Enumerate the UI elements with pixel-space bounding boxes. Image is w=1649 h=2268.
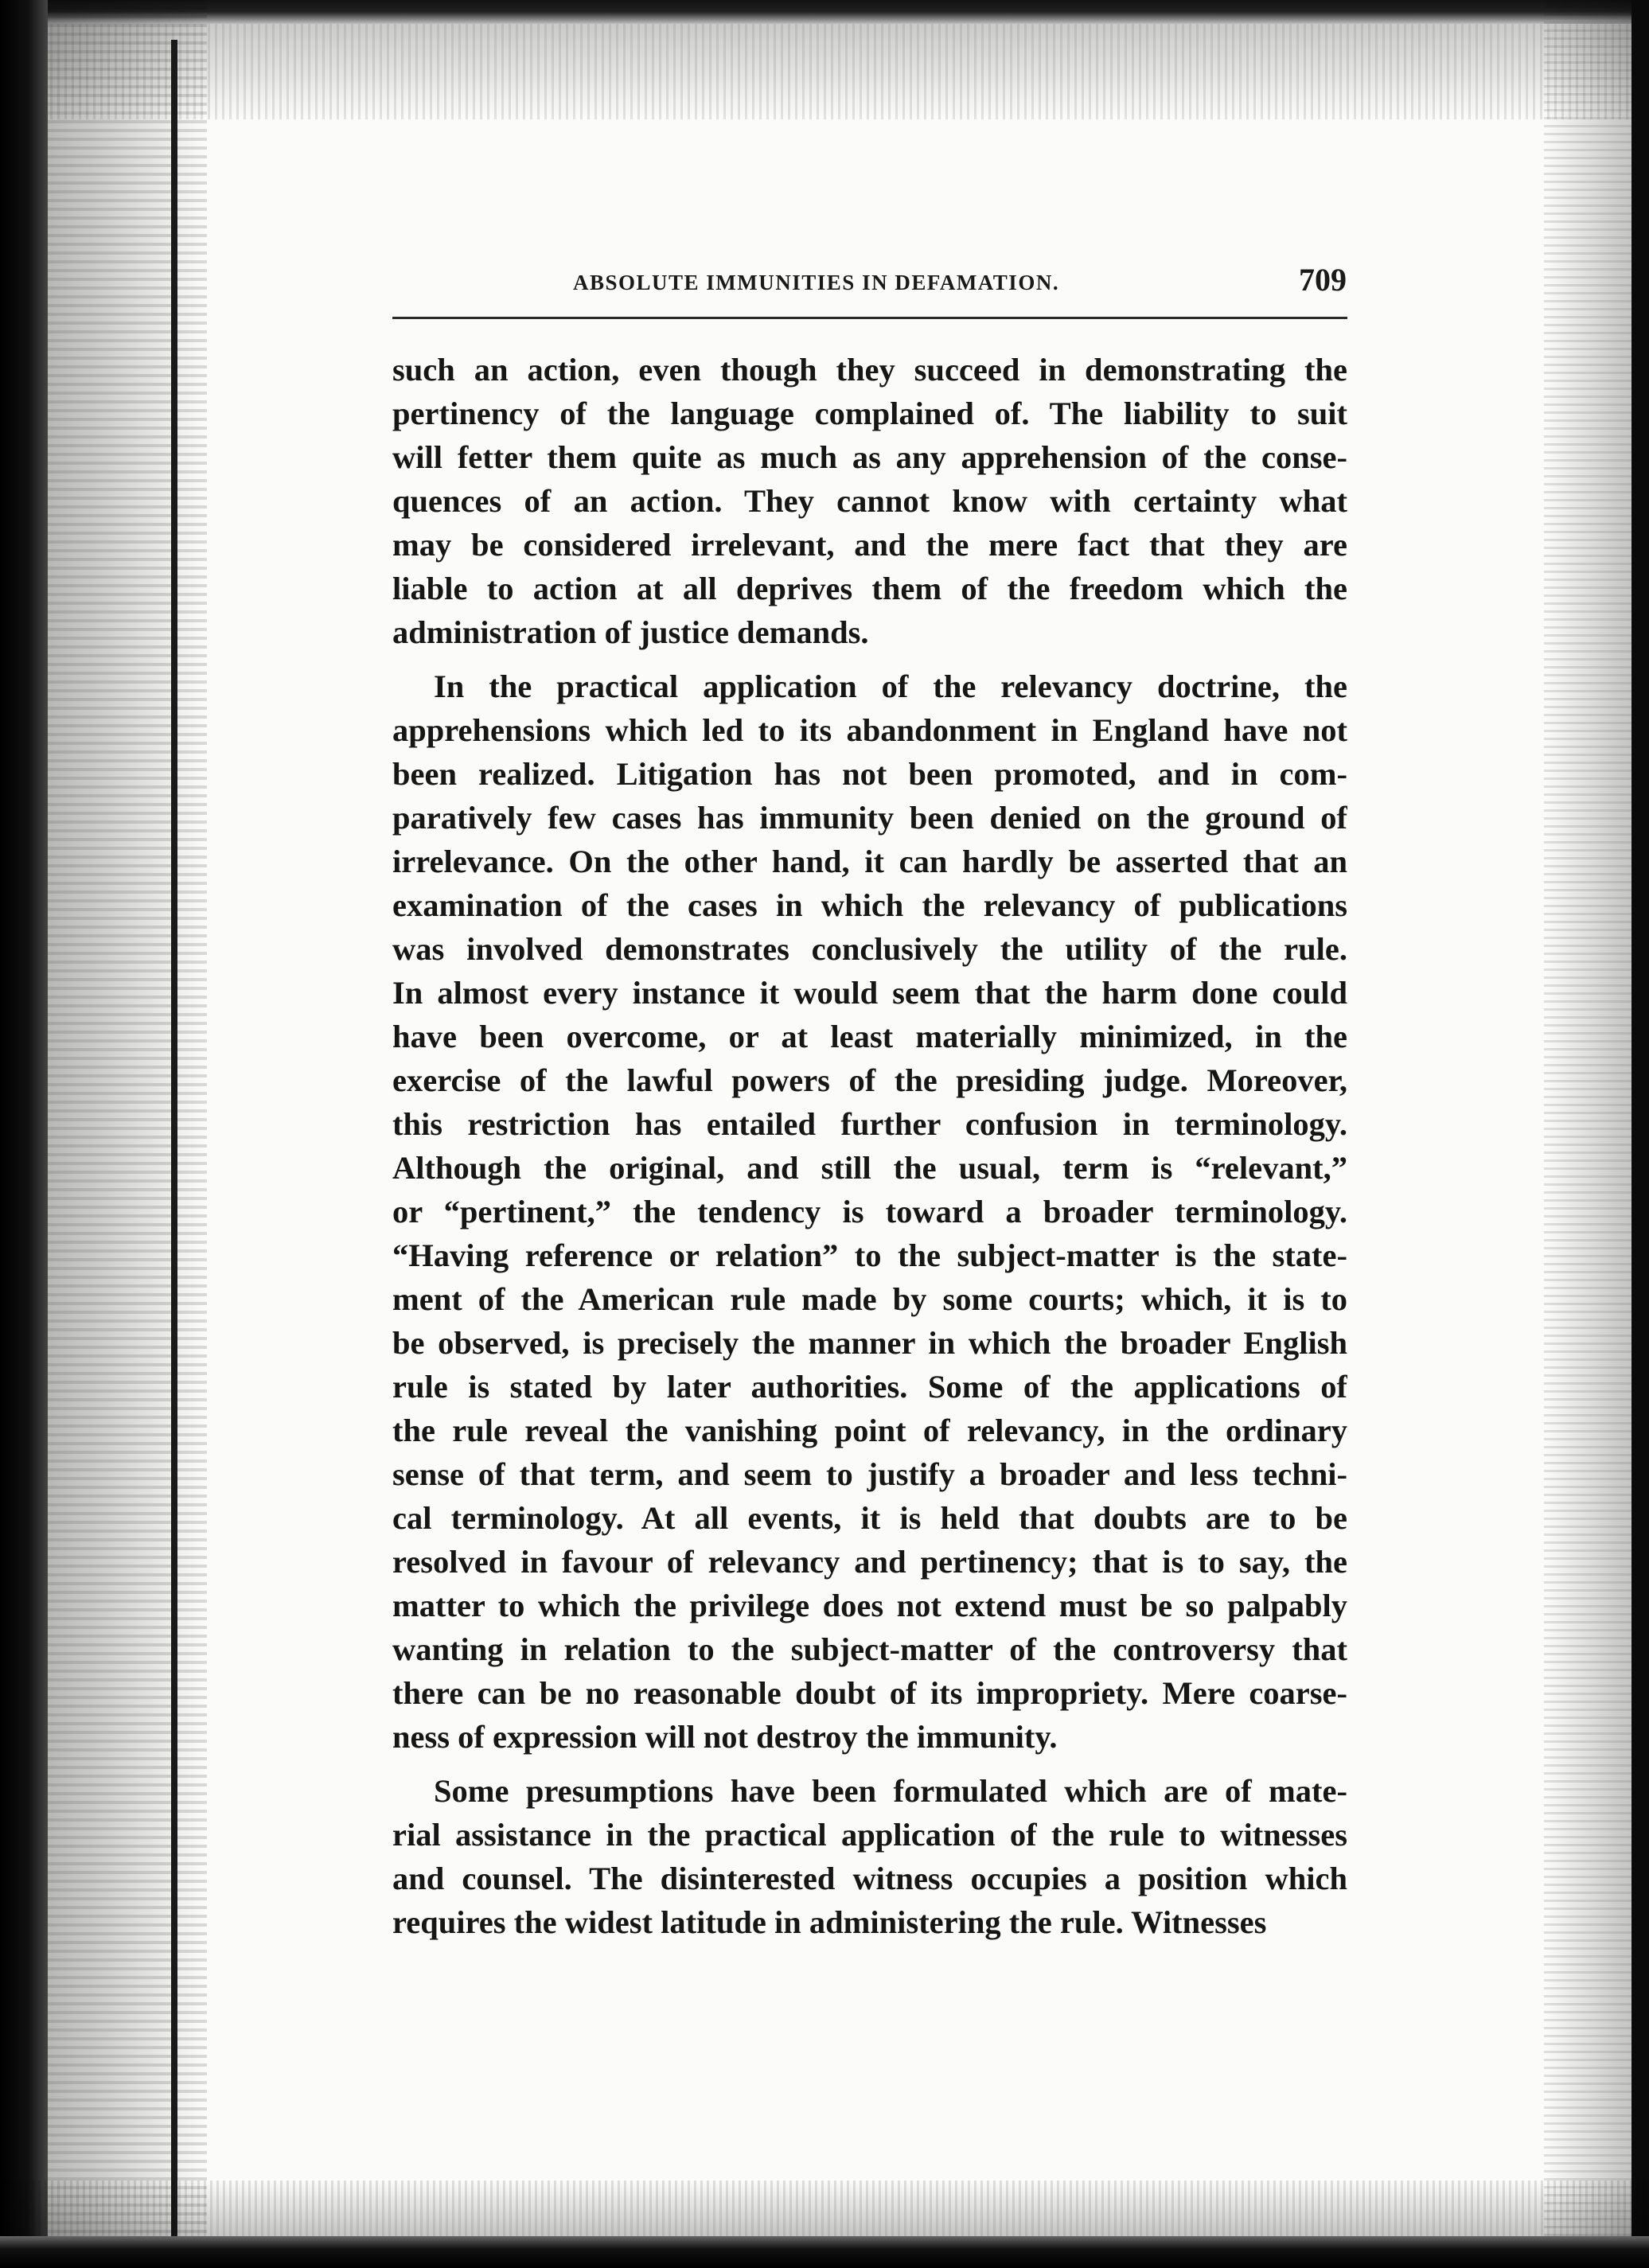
scan-edge-bottom: [0, 2236, 1649, 2268]
text-line: [392, 1233, 1347, 1277]
text-line-content: ness of expression will not destroy the immunity.: [392, 1719, 1058, 1755]
header-rule: [392, 317, 1347, 319]
page-number: 709: [1299, 262, 1347, 298]
text-line: [392, 1058, 1347, 1102]
text-line-content: examination of the cases in which the relevancy of publications: [392, 887, 1347, 923]
scan-edge-right: [1631, 0, 1649, 2268]
text-line-content: be observed, is precisely the manner in which the broader English: [392, 1325, 1347, 1361]
text-line: [392, 1671, 1347, 1715]
scan-edge-left: [0, 0, 48, 2268]
text-line-content: quences of an action. They cannot know with certainty what: [392, 483, 1347, 519]
text-line-content: there can be no reasonable doubt of its impropriety. Mere coarse-: [392, 1675, 1347, 1711]
scan-shadow-right: [1544, 0, 1631, 2268]
text-line-content: and counsel. The disinterested witness occupies a position which: [392, 1861, 1347, 1896]
text-line-content: may be considered irrelevant, and the mere fact that they are: [392, 527, 1347, 563]
text-line: [392, 1900, 1347, 1944]
text-line: [392, 1857, 1347, 1900]
text-line-content: In the practical application of the relevancy doctrine, the: [434, 668, 1347, 704]
text-line: [392, 435, 1347, 479]
text-line: [392, 971, 1347, 1015]
text-line: [392, 1102, 1347, 1146]
text-line: [392, 523, 1347, 567]
scan-shadow-top: [0, 24, 1649, 119]
text-line-content: this restriction has entailed further confusion in terminology.: [392, 1106, 1347, 1142]
text-line-content: “Having reference or relation” to the subject-matter is the state-: [392, 1237, 1347, 1273]
scan-shadow-left: [48, 0, 207, 2268]
paragraph: [392, 1769, 1347, 1944]
text-line: [392, 1409, 1347, 1452]
text-line: [392, 392, 1347, 435]
scan-shadow-bottom: [0, 2180, 1649, 2236]
text-line: [392, 610, 1347, 654]
text-line-content: rule is stated by later authorities. Some of the applications of: [392, 1369, 1347, 1405]
text-line: [392, 708, 1347, 752]
text-line: [392, 1190, 1347, 1233]
text-line-content: was involved demonstrates conclusively the utility of the rule.: [392, 931, 1347, 967]
text-line-content: administration of justice demands.: [392, 614, 869, 650]
binding-line: [171, 40, 177, 2236]
text-line: [392, 567, 1347, 610]
scan-edge-top: [0, 0, 1649, 24]
text-line: [392, 479, 1347, 523]
text-line-content: been realized. Litigation has not been promoted, and in com-: [392, 756, 1347, 792]
text-line: [392, 1146, 1347, 1190]
text-line-content: wanting in relation to the subject-matter of the controversy that: [392, 1631, 1347, 1667]
text-line-content: ment of the American rule made by some courts; which, it is to: [392, 1281, 1347, 1317]
text-line-content: irrelevance. On the other hand, it can hardly be asserted that an: [392, 844, 1347, 879]
text-line: [392, 1813, 1347, 1857]
text-line: [392, 927, 1347, 971]
text-line-content: rial assistance in the practical application of the rule to witnesses: [392, 1817, 1347, 1853]
text-line: [392, 883, 1347, 927]
text-line: [392, 1452, 1347, 1496]
text-line-content: cal terminology. At all events, it is held that doubts are to be: [392, 1500, 1347, 1536]
text-line: [392, 796, 1347, 840]
text-line: [392, 752, 1347, 796]
text-line: [392, 1015, 1347, 1058]
text-line: [392, 1321, 1347, 1365]
text-line: [392, 1769, 1347, 1813]
text-line-content: liable to action at all deprives them of the freedom which the: [392, 571, 1347, 606]
text-line: [392, 1496, 1347, 1540]
text-line: [392, 1627, 1347, 1671]
text-line-content: or “pertinent,” the tendency is toward a broader terminology.: [392, 1194, 1347, 1229]
text-line-content: requires the widest latitude in administering the rule. Witnesses: [392, 1904, 1267, 1940]
text-line: [392, 1277, 1347, 1321]
body-text: [392, 348, 1347, 1944]
text-line-content: Although the original, and still the usual, term is “relevant,”: [392, 1150, 1347, 1186]
text-line-content: apprehensions which led to its abandonment in England have not: [392, 712, 1347, 748]
text-line-content: will fetter them quite as much as any apprehension of the conse-: [392, 439, 1347, 475]
text-line-content: the rule reveal the vanishing point of relevancy, in the ordinary: [392, 1413, 1347, 1448]
text-line: [392, 1540, 1347, 1584]
text-line: [392, 840, 1347, 883]
text-line: [392, 348, 1347, 392]
text-line: [392, 1715, 1347, 1759]
text-line-content: paratively few cases has immunity been denied on the ground of: [392, 800, 1347, 836]
text-line-content: sense of that term, and seem to justify a broader and less techni-: [392, 1456, 1347, 1492]
paragraph: [392, 348, 1347, 654]
paragraph: [392, 664, 1347, 1759]
text-line: [392, 1584, 1347, 1627]
text-line: [392, 1365, 1347, 1409]
text-line-content: matter to which the privilege does not extend must be so palpably: [392, 1588, 1347, 1623]
running-title: ABSOLUTE IMMUNITIES IN DEFAMATION.: [573, 271, 1060, 294]
text-line-content: have been overcome, or at least materially minimized, in the: [392, 1019, 1347, 1054]
text-line: [392, 664, 1347, 708]
text-line-content: In almost every instance it would seem that the harm done could: [392, 975, 1347, 1011]
text-line-content: resolved in favour of relevancy and pertinency; that is to say, the: [392, 1544, 1347, 1580]
text-line-content: exercise of the lawful powers of the presiding judge. Moreover,: [392, 1062, 1347, 1098]
text-line-content: such an action, even though they succeed in demonstrating the: [392, 352, 1347, 388]
text-line-content: pertinency of the language complained of. The liability to suit: [392, 396, 1347, 431]
text-line-content: Some presumptions have been formulated which are of mate-: [434, 1773, 1347, 1809]
